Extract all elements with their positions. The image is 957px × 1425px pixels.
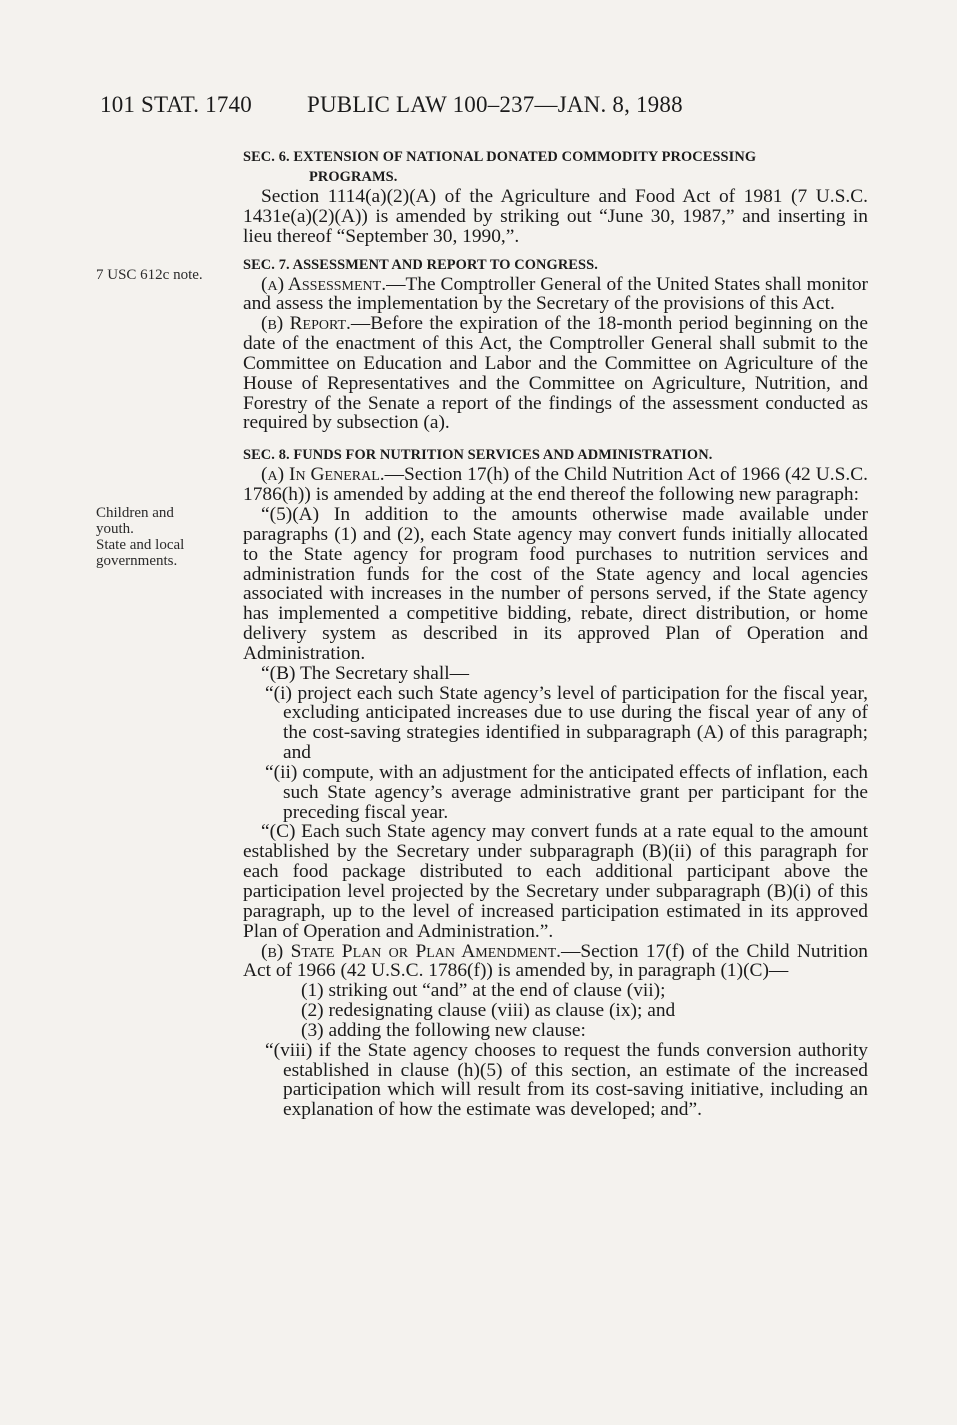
sec7-b-label: (b) Report.: [261, 313, 351, 335]
sec8-heading: SEC. 8. FUNDS FOR NUTRITION SERVICES AND ADMINISTRATION.: [243, 447, 713, 464]
sec7-b: (b) Report.—Before the expiration of the 18-month period beginning on the date of the enactment of this Act, the Comptroller General shall submit to the Committee on Education and Labor and the Committee on Agriculture of the House of Representatives and the Committee on Agriculture, Nutrition, and Forestry of the Senate a report of the findings of the assessment conducted as required by subsection (a).: [243, 313, 868, 434]
paragraph-5a: “(5)(A) In addition to the amounts otherwise made available under paragraphs (1) and (2), each State agency may convert funds initially allocated to the State agency for program food purchases to nutrition services and administration funds for the cost of the State agency and local agencies associated with increases in the number of persons served, if the State agency has implemented a competitive bidding, rebate, direct distribution, or home delivery system as described in its approved Plan of Operation and Administration.: [243, 503, 868, 664]
amendment-item-3: (3) adding the following new clause:: [301, 1019, 586, 1041]
sec8-b-label: (b) State Plan or Plan Amendment.: [261, 940, 561, 962]
body-text: [243, 147, 868, 1120]
sec7-heading: SEC. 7. ASSESSMENT AND REPORT TO CONGRESS.: [243, 256, 598, 273]
paragraph-5b: “(B) The Secretary shall—: [261, 662, 470, 684]
sec7-a-label: (a) Assessment.: [261, 273, 387, 295]
sec8-a-label: (a) In General.: [261, 464, 385, 486]
amendment-item-2: (2) redesignating clause (viii) as clause (ix); and: [301, 1000, 676, 1022]
margin-note-usc: 7 USC 612c note.: [96, 267, 203, 283]
amendment-item-1: (1) striking out “and” at the end of clause (vii);: [301, 980, 666, 1002]
sec8-a: (a) In General.—Section 17(h) of the Child Nutrition Act of 1966 (42 U.S.C. 1786(h)) is amended by adding at the end thereof the following new paragraph:: [243, 464, 868, 506]
margin-note-children-youth: Children and youth.: [96, 505, 174, 537]
sec8-b: (b) State Plan or Plan Amendment.—Section 17(f) of the Child Nutrition Act of 1966 (42 U.S.C. 1786(f)) is amended by, in paragraph (1)(C)—: [243, 940, 868, 982]
sec6-text: Section 1114(a)(2)(A) of the Agriculture and Food Act of 1981 (7 U.S.C. 1431e(a)(2)(A)) is amended by striking out “June 30, 1987,” and inserting in lieu thereof “September 30, 1990,”.: [243, 186, 868, 247]
paragraph-5c: “(C) Each such State agency may convert funds at a rate equal to the amount established by the Secretary under subparagraph (B)(ii) of this paragraph for each food package distributed to each additional participant above the participation level projected by the Secretary under subparagraph (B)(i) of this paragraph, up to the level of increased participation estimated in its approved Plan of Operation and Administration.”.: [243, 821, 868, 942]
page-reference: 101 STAT. 1740: [100, 92, 252, 117]
law-title: PUBLIC LAW 100–237—JAN. 8, 1988: [307, 92, 683, 117]
sec6-heading: SEC. 6. EXTENSION OF NATIONAL DONATED COMMODITY PROCESSING PROGRAMS.: [243, 149, 757, 185]
clause-5b-ii: “(ii) compute, with an adjustment for the anticipated effects of inflation, each such State agency’s average administrative grant per participant for the preceding fiscal year.: [265, 761, 868, 823]
clause-5b-i: “(i) project each such State agency’s level of participation for the fiscal year, excluding anticipated increases due to use during the fiscal year of any of the cost-saving strategies identified in subparagraph (A) of this paragraph; and: [265, 682, 868, 764]
sec7-a: (a) Assessment.—The Comptroller General of the United States shall monitor and assess the implementation by the Secretary of the provisions of this Act.: [243, 273, 868, 315]
new-clause-viii: “(viii) if the State agency chooses to request the funds conversion authority established in clause (h)(5) of this section, an estimate of the increased participation which will result from its cost-saving initiative, including an explanation of how the estimate was developed; and”.: [265, 1039, 868, 1121]
margin-note-state-local: State and local governments.: [96, 537, 185, 569]
